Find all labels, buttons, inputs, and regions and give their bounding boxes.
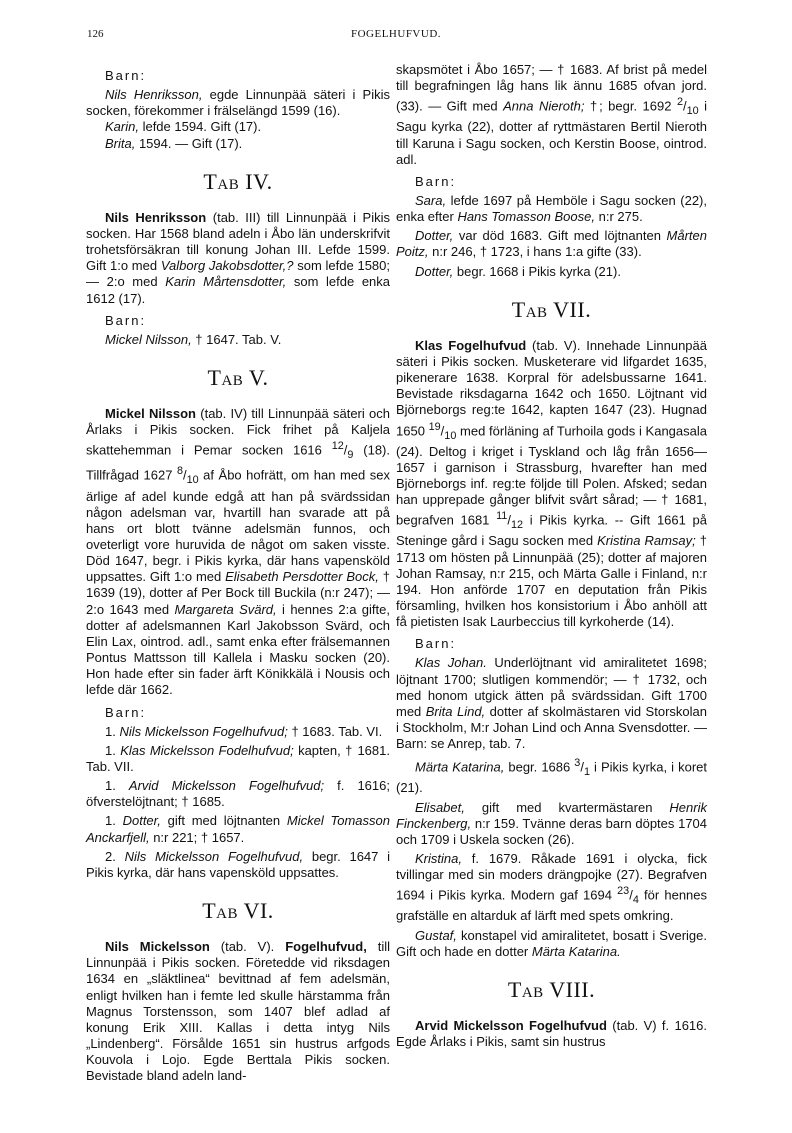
tab-heading-iv: TAB IV.	[203, 168, 273, 194]
child-entry: Dotter, begr. 1668 i Pikis kyrka (21).	[415, 263, 621, 279]
running-head: FOGELHUFVUD.	[350, 28, 442, 40]
right-column	[396, 62, 707, 1050]
barn-label: Barn:	[415, 636, 457, 652]
child-entry: Elisabet, gift med kvartermästaren Henrik Finckenberg, n:r 159. Tvänne deras barn döptes 1704 och 1709 i Uskela socken (26).	[396, 799, 707, 847]
child-entry: 1. Dotter, gift med löjtnanten Mickel Tomasson Anckarfjell, n:r 221; † 1657.	[86, 813, 390, 845]
child-entry: Märta Katarina, begr. 1686 $^3/_1$ i Pikis kyrka, i koret (21).	[396, 757, 708, 796]
tab-heading-vii: TAB VII.	[511, 296, 592, 322]
page-number: 126	[87, 28, 104, 40]
child-entry: Nils Henriksson, egde Linnunpää säteri i Pikis socken, förekommer i frälselängd 1599 (16).	[86, 87, 390, 119]
tab-vi-continuation: skapsmötet i Åbo 1657; — † 1683. Af brist på medel till begrafningen låg hans lik ännu 1685 ofvan jord. (33). — Gift med Anna Nieroth; †; begr. 1692 $^2/_{10}$ i Sagu kyrka (22), dotter af ryttmästaren Bertil Nieroth till Karuna i Sagu socken, och Kerstin Boose, ointrod. adl.	[396, 62, 708, 167]
child-entry: Karin, lefde 1594. Gift (17).	[105, 119, 262, 135]
tab-vi-paragraph: Nils Mickelsson (tab. V). Fogelhufvud, till Linnunpää i Pikis socken. Företedde vid riksdagen 1634 en „släktlinea“ bevittnad af fem adelsmän, enligt hvilken han i femte led skulle härstamma från Magnus Torstensson, som 1407 blef adlad af konung Erik XIII. Kallas i detta intyg Nils „Lindenberg“. Försålde 1651 sin hustrus arfgods Kouvola i Lojo. Egde Berttala Pikis socken. Bevistade bland adeln land-	[86, 939, 390, 1084]
child-entry: Klas Johan. Underlöjtnant vid amiralitetet 1698; löjtnant 1700; slutligen kommendör; — † 1732, och med honom utgick ätten på svärdssidan. Gift 1700 med Brita Lind, dotter af skolmästaren vid Storskolan i Stockholm, M:r Johan Lind och Anna Svensdotter. — Barn: se Anrep, tab. 7.	[396, 655, 707, 752]
child-entry: Brita, 1594. — Gift (17).	[105, 135, 243, 151]
child-entry: 1. Nils Mickelsson Fogelhufvud; † 1683. Tab. VI.	[105, 723, 383, 739]
child-entry: Mickel Nilsson, † 1647. Tab. V.	[105, 331, 282, 347]
tab-heading-viii: TAB VIII.	[507, 976, 596, 1002]
child-entry: Sara, lefde 1697 på Hemböle i Sagu socken (22), enka efter Hans Tomasson Boose, n:r 275.	[396, 193, 707, 225]
tab-vii-paragraph: Klas Fogelhufvud (tab. V). Innehade Linnunpää säteri i Pikis socken. Musketerare vid lifgardet 1635, pikenerare 1638. Korpral för adelsbussarne 1641. Bevistade riksdagarna 1642 och 1650. Löjtnant vid Björneborgs reg:te 1642, kapten 1647 (23). Hugnad 1650 $^{19}/_{10}$ med förläning af Turhoila gods i Kangasala (24). Deltog i kriget i Tyskland och låg från 1656—1657 i garnison i Strassburg, hvarefter han med Björneborgs inf. reg:te följde till Polen. Afsked; sedan han upprepade gånger blifvit svårt sårad; — † 1681, begrafven 1681 $^{11}/_{12}$ i Pikis kyrka. -- Gift 1661 på Steninge gård i Sagu socken med Kristina Ramsay; † 1713 om hösten på Linnunpää (25); dotter af majoren Johan Ramsay, n:r 215, och Märta Galle i Finland, n:r 194. Hon anförde 1707 en deputation från Pikis församling, hvilken hos konsistorium i Åbo anhöll att få pietisten Isak Laurbeccius till kyrkoherde (14).	[396, 337, 708, 630]
left-column	[86, 62, 390, 1085]
page-header	[0, 28, 792, 44]
tab-iv-paragraph: Nils Henriksson (tab. III) till Linnunpää i Pikis socken. Har 1568 bland adeln i Åbo län underskrifvit trohetsförsäkran till konung Johan III. Lefde 1599. Gift 1:o med Valborg Jakobsdotter,? som lefde 1580; — 2:o med Karin Mårtensdotter, som lefde enka 1612 (17).	[86, 209, 391, 306]
child-entry: 1. Arvid Mickelsson Fogelhufvud; f. 1616; öfverstelöjtnant; † 1685.	[86, 778, 390, 810]
tab-viii-paragraph: Arvid Mickelsson Fogelhufvud (tab. V) f. 1616. Egde Årlaks i Pikis, samt sin hustrus	[396, 1017, 708, 1050]
tab-heading-v: TAB V.	[207, 365, 269, 391]
child-entry: Gustaf, konstapel vid amiralitetet, bosatt i Sverige. Gift och hade en dotter Märta Katarina.	[396, 927, 707, 959]
child-entry: Kristina, f. 1679. Råkade 1691 i olycka, fick tvillingar med sin moders drängpojke (27). Begrafven 1694 i Pikis kyrka. Modern gaf 1694 $^{23}/_4$ för hennes grafställe en altarduk af lärft med spets omkring.	[396, 851, 708, 924]
child-entry: 2. Nils Mickelsson Fogelhufvud, begr. 1647 i Pikis kyrka, där hans vapensköld uppsattes.	[86, 848, 390, 880]
tab-v-paragraph: Mickel Nilsson (tab. IV) till Linnunpää säteri och Årlaks i Pikis socken. Fick frihet på Kaljela skattehemman i Pemar socken 1616 $^{12}/_9$ (18). Tillfrågad 1627 $^8/_{10}$ af Åbo hofrätt, om han med sex ärlige af adel kunde edgå att han på svärdssidan någon adelsman var, hvartill han svarade att på hans ort blott tvänne adelsmän funnos, och oveterligt vore huruvida de något om saken visste. Död 1647, begr. i Pikis kyrka, där hans vapensköld uppsattes. Gift 1:o med Elisabeth Persdotter Bock, † 1639 (19), dotter af Per Bock till Buckila (n:r 247); — 2:o 1643 med Margareta Svärd, i hennes 2:a gifte, dotter af adelsmannen Karl Jakobsson Svärd, och Elin Lax, ointrod. adl., samt enka efter frälsemannen Pontus Mattsson till Kallela i Masku socken (20). Hon hade efter sin fader ärft Könikkälä i Nousis och lefde där 1662.	[86, 406, 391, 698]
child-entry: Dotter, var död 1683. Gift med löjtnanten Mårten Poitz, n:r 246, † 1723, i hans 1:a gifte (33).	[396, 228, 707, 260]
barn-label: Barn:	[105, 312, 147, 328]
tab-heading-vi: TAB VI.	[202, 898, 274, 924]
barn-label: Barn:	[105, 68, 147, 83]
child-entry: 1. Klas Mickelsson Fodelhufvud; kapten, † 1681. Tab. VII.	[86, 742, 390, 774]
barn-label: Barn:	[105, 704, 147, 720]
barn-label: Barn:	[415, 173, 457, 189]
